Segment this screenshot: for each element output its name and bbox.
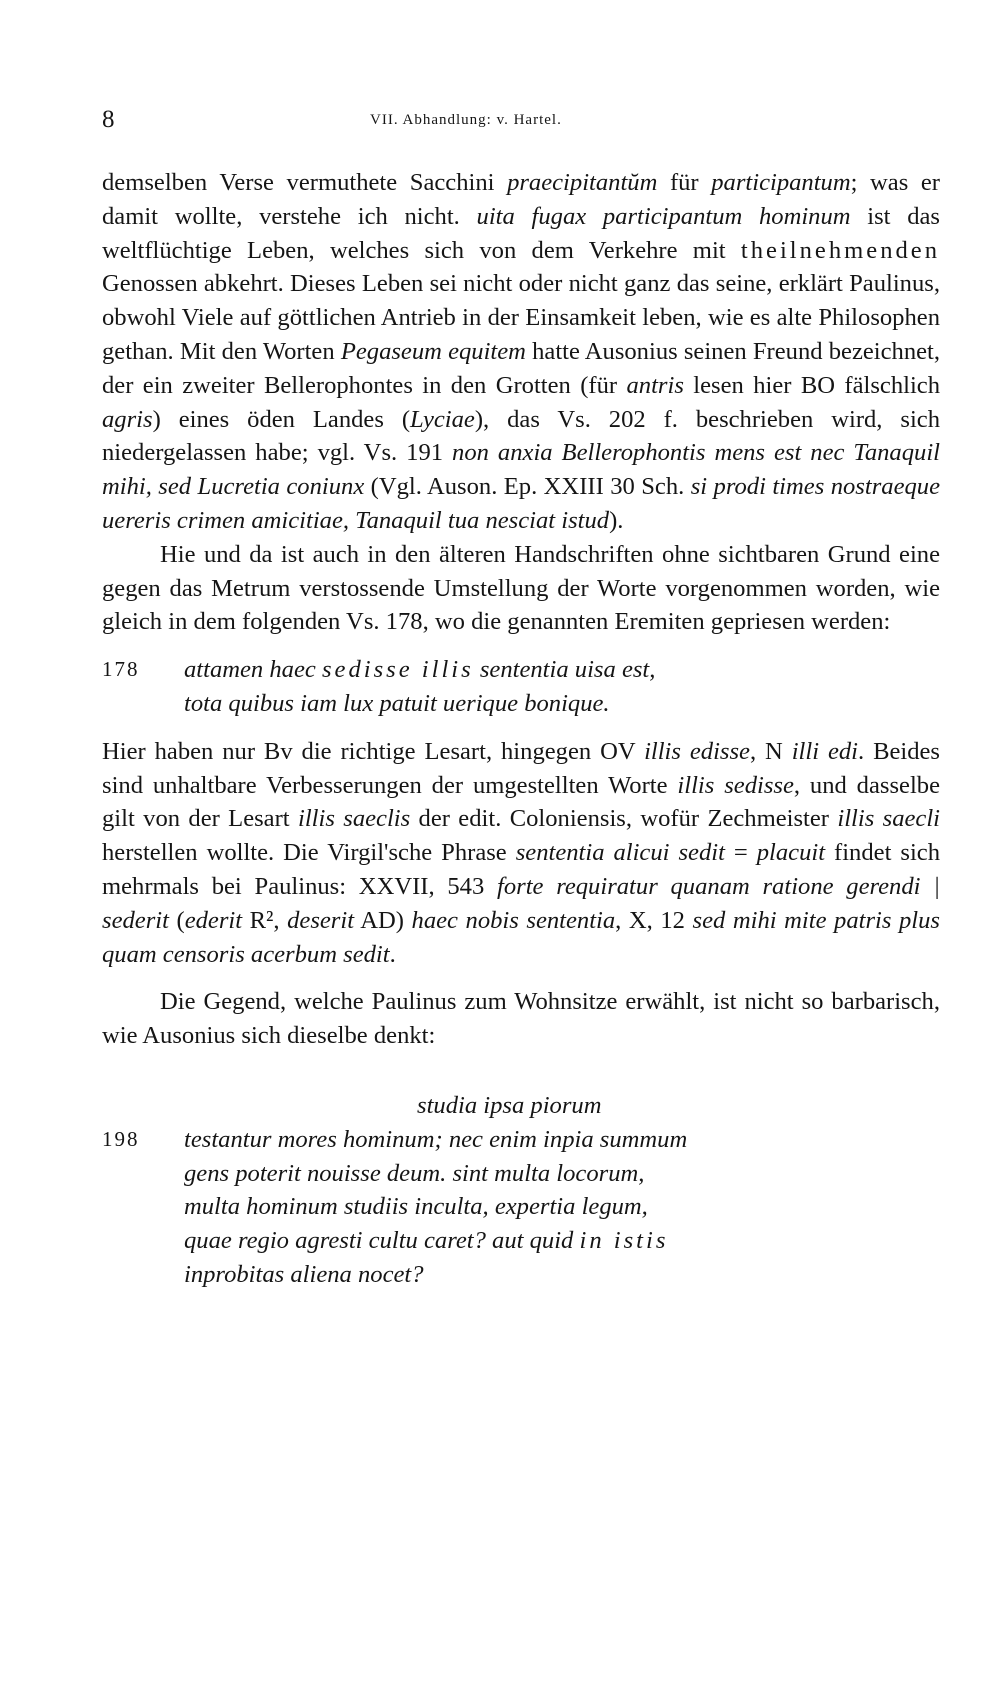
text-run: , N xyxy=(749,737,792,765)
verse-number-blank xyxy=(102,1190,184,1224)
paragraph-3 xyxy=(102,735,940,972)
italic-run: illis edisse xyxy=(644,737,750,765)
italic-run: placuit xyxy=(756,839,826,867)
italic-run: ederit xyxy=(184,906,243,934)
verse-number-blank xyxy=(102,1157,184,1191)
text-run: , und dasselbe gilt von der Lesart xyxy=(102,771,941,833)
italic-run: haec nobis sententia xyxy=(411,906,616,934)
spacer xyxy=(102,1053,940,1089)
italic-run: deserit xyxy=(287,906,355,934)
text-run: . Beides sind unhaltbare Verbesserungen der umgestellten Worte xyxy=(102,737,941,799)
text-run: lesen hier BO fälschlich xyxy=(683,371,940,399)
spacer xyxy=(102,971,940,985)
verse-text: testantur mores hominum; nec enim inpia summum xyxy=(184,1125,688,1153)
italic-run: antris xyxy=(626,371,684,399)
verse-quote-178 xyxy=(102,653,940,721)
italic-run: illis saeclis xyxy=(297,805,411,833)
page-number: 8 xyxy=(102,106,115,133)
text-run: ). xyxy=(609,506,624,534)
text-run: hatte Ausonius seinen Freund bezeichnet, der ein zweiter Bellerophontes in den Grotten (für xyxy=(102,337,941,399)
italic-run: sententia alicui sedit xyxy=(515,839,725,867)
italic-run: forte requiratur quanam ratione gerendi | sederit xyxy=(102,872,940,934)
italic-run: illis sedisse xyxy=(677,771,794,799)
text-run: ist das weltflüchtige Leben, welches sich von dem Verkehre mit xyxy=(102,202,940,264)
verse-text: multa hominum studiis inculta, expertia legum, xyxy=(184,1193,648,1221)
verse-text xyxy=(184,1224,668,1258)
verse-line xyxy=(102,1089,940,1123)
italic-run: agris xyxy=(102,405,153,433)
verse-number-blank xyxy=(102,1089,184,1123)
italic-run: uita fugax participantum hominum xyxy=(476,202,851,230)
verse-text: studia ipsa piorum xyxy=(417,1091,602,1119)
text-run: ), das Vs. 202 f. beschrieben wird, sich niedergelassen habe; vgl. Vs. 191 xyxy=(102,405,940,467)
verse-quote-198 xyxy=(102,1089,940,1292)
italic-run: sed mihi mite patris plus quam censoris acerbum sedit xyxy=(102,906,941,968)
italic-run: illi edi xyxy=(791,737,859,765)
italic-run: praecipitantŭm xyxy=(507,169,658,196)
text-run: . xyxy=(389,940,396,968)
paragraph-4: Die Gegend, welche Paulinus zum Wohnsitze erwählt, ist nicht so barbarisch, wie Ausonius sich dieselbe denkt: xyxy=(102,988,940,1050)
text-run: = xyxy=(724,839,757,867)
text-run: Genossen abkehrt. Dieses Leben sei nicht oder nicht ganz das seine, erklärt Paulinus, obwohl Viele auf göttlichen Antrieb in der Einsamkeit leben, wie es alte Philosophen gethan. Mit den Worten xyxy=(102,270,940,365)
paragraph-1 xyxy=(102,166,940,538)
spacer xyxy=(102,721,940,735)
text-run: sententia uisa est, xyxy=(473,656,656,684)
italic-run: illis saecli xyxy=(837,805,940,833)
text-run: ) eines öden Landes ( xyxy=(152,405,411,433)
text-run: quae regio agresti cultu caret? aut quid xyxy=(184,1227,580,1255)
text-run: (Vgl. Auson. Ep. XXIII 30 Sch. xyxy=(364,473,691,501)
italic-run: participantum xyxy=(711,169,851,196)
text-run: demselben Verse vermuthete Sacchini xyxy=(102,169,508,196)
verse-line xyxy=(102,653,940,687)
italic-run: non anxia Bellerophontis mens est nec Tanaquil mihi, sed Lucretia coniunx xyxy=(102,439,940,501)
text-run: attamen haec xyxy=(184,656,322,684)
italic-run: Pegaseum equitem xyxy=(340,337,526,365)
spaced-run: sedisse illis xyxy=(321,656,474,684)
verse-line xyxy=(102,1123,940,1157)
text-run: herstellen wollte. Die Virgil'sche Phrase xyxy=(102,839,516,867)
verse-line xyxy=(102,687,940,721)
verse-line xyxy=(102,1190,940,1224)
paragraph-2: Hie und da ist auch in den älteren Handschriften ohne sichtbaren Grund eine gegen das Metrum verstossende Umstellung der Worte vorgenommen worden, wie gleich in dem folgenden Vs. 178, wo die genannten Eremiten gepriesen werden: xyxy=(102,540,940,636)
italic-run: si prodi times nostraeque uereris crimen amicitiae, Tanaquil tua nesciat istud xyxy=(102,473,940,534)
spaced-run: theilnehmenden xyxy=(740,236,940,264)
running-title: VII. Abhandlung: v. Hartel. xyxy=(370,112,562,128)
verse-line xyxy=(102,1224,940,1258)
verse-line xyxy=(102,1157,940,1191)
verse-number-blank xyxy=(102,687,184,721)
verse-line xyxy=(102,1258,940,1292)
verse-number-blank xyxy=(102,1224,184,1258)
verse-number-blank xyxy=(102,1258,184,1292)
text-body xyxy=(102,166,940,1292)
text-run: ; was er damit wollte, verstehe ich nicht. xyxy=(102,169,940,230)
spacer xyxy=(102,639,940,653)
text-run: der edit. Coloniensis, wofür Zechmeister xyxy=(410,805,838,833)
text-run: findet sich mehrmals bei Paulinus: XXVII, 543 xyxy=(102,839,940,900)
text-run: für xyxy=(657,169,712,196)
text-run: , X, 12 xyxy=(615,906,693,934)
text-run: R², xyxy=(242,906,288,934)
text-run: ( xyxy=(168,906,185,934)
verse-text: tota quibus iam lux patuit uerique bonique. xyxy=(184,689,610,717)
verse-number: 198 xyxy=(102,1126,140,1151)
verse-text: gens poterit nouisse deum. sint multa locorum, xyxy=(184,1159,645,1187)
verse-number: 178 xyxy=(102,657,140,682)
italic-run: Lyciae xyxy=(410,405,475,433)
text-run: Hier haben nur Bv die richtige Lesart, hingegen OV xyxy=(102,737,645,765)
spaced-run: in istis xyxy=(579,1227,669,1255)
verse-text xyxy=(184,653,655,687)
verse-text: inprobitas aliena nocet? xyxy=(184,1260,424,1288)
text-run: AD) xyxy=(354,906,412,934)
page-header xyxy=(102,106,862,134)
